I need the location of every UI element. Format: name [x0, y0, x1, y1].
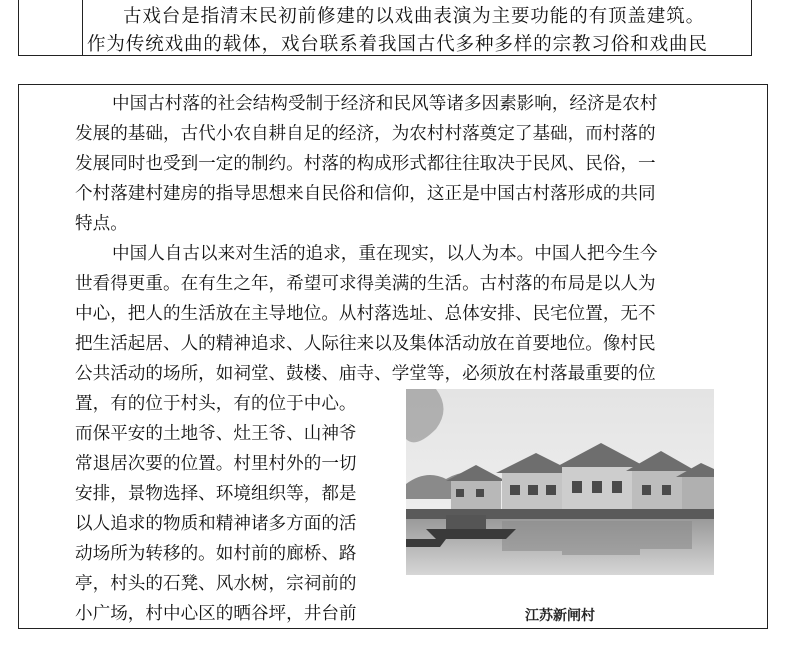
article-line: 中国人自古以来对生活的追求，重在现实，以人为本。中国人把今生今 [112, 244, 658, 264]
article-line: 发展同时也受到一定的制约。村落的构成形式都往往取决于民风、民俗，一 [75, 154, 656, 174]
article-line: 常退居次要的位置。村里村外的一切 [75, 454, 357, 474]
top-excerpt-line-1: 古戏台是指清末民初前修建的以戏曲表演为主要功能的有顶盖建筑。 [123, 6, 706, 27]
article-line: 把生活起居、人的精神追求、人际往来以及集体活动放在首要地位。像村民 [75, 334, 656, 354]
article-line: 以人追求的物质和精神诸多方面的活 [75, 514, 357, 534]
village-photo [406, 389, 714, 575]
article-line: 中国古村落的社会结构受制于经济和民风等诸多因素影响，经济是农村 [112, 94, 658, 114]
article-line: 安排，景物选择、环境组织等，都是 [75, 484, 357, 504]
article-line: 世看得更重。在有生之年，希望可求得美满的生活。古村落的布局是以人为 [75, 274, 656, 294]
article-line: 小广场，村中心区的晒谷坪，井台前 [75, 604, 357, 624]
article-line: 中心，把人的生活放在主导地位。从村落选址、总体安排、民宅位置，无不 [75, 304, 656, 324]
village-photo-illustration [406, 389, 714, 575]
article-line: 亭，村头的石凳、风水树，宗祠前的 [75, 574, 357, 594]
top-excerpt-box [18, 0, 752, 56]
article-line: 公共活动的场所，如祠堂、鼓楼、庙寺、学堂等，必须放在村落最重要的位 [75, 364, 656, 384]
photo-caption: 江苏新闸村 [525, 608, 595, 624]
top-excerpt-line-2: 作为传统戏曲的载体，戏台联系着我国古代多种多样的宗教习俗和戏曲民 [87, 34, 708, 55]
article-line: 发展的基础，古代小农自耕自足的经济，为农村村落奠定了基础，而村落的 [75, 124, 656, 144]
top-excerpt-inner-frame [82, 0, 747, 56]
article-line: 而保平安的土地爷、灶王爷、山神爷 [75, 424, 357, 444]
article-line: 动场所为转移的。如村前的廊桥、路 [75, 544, 357, 564]
article-line: 特点。 [75, 214, 128, 234]
article-line: 置，有的位于村头，有的位于中心。 [75, 394, 357, 414]
article-line: 个村落建村建房的指导思想来自民俗和信仰，这正是中国古村落形成的共同 [75, 184, 656, 204]
